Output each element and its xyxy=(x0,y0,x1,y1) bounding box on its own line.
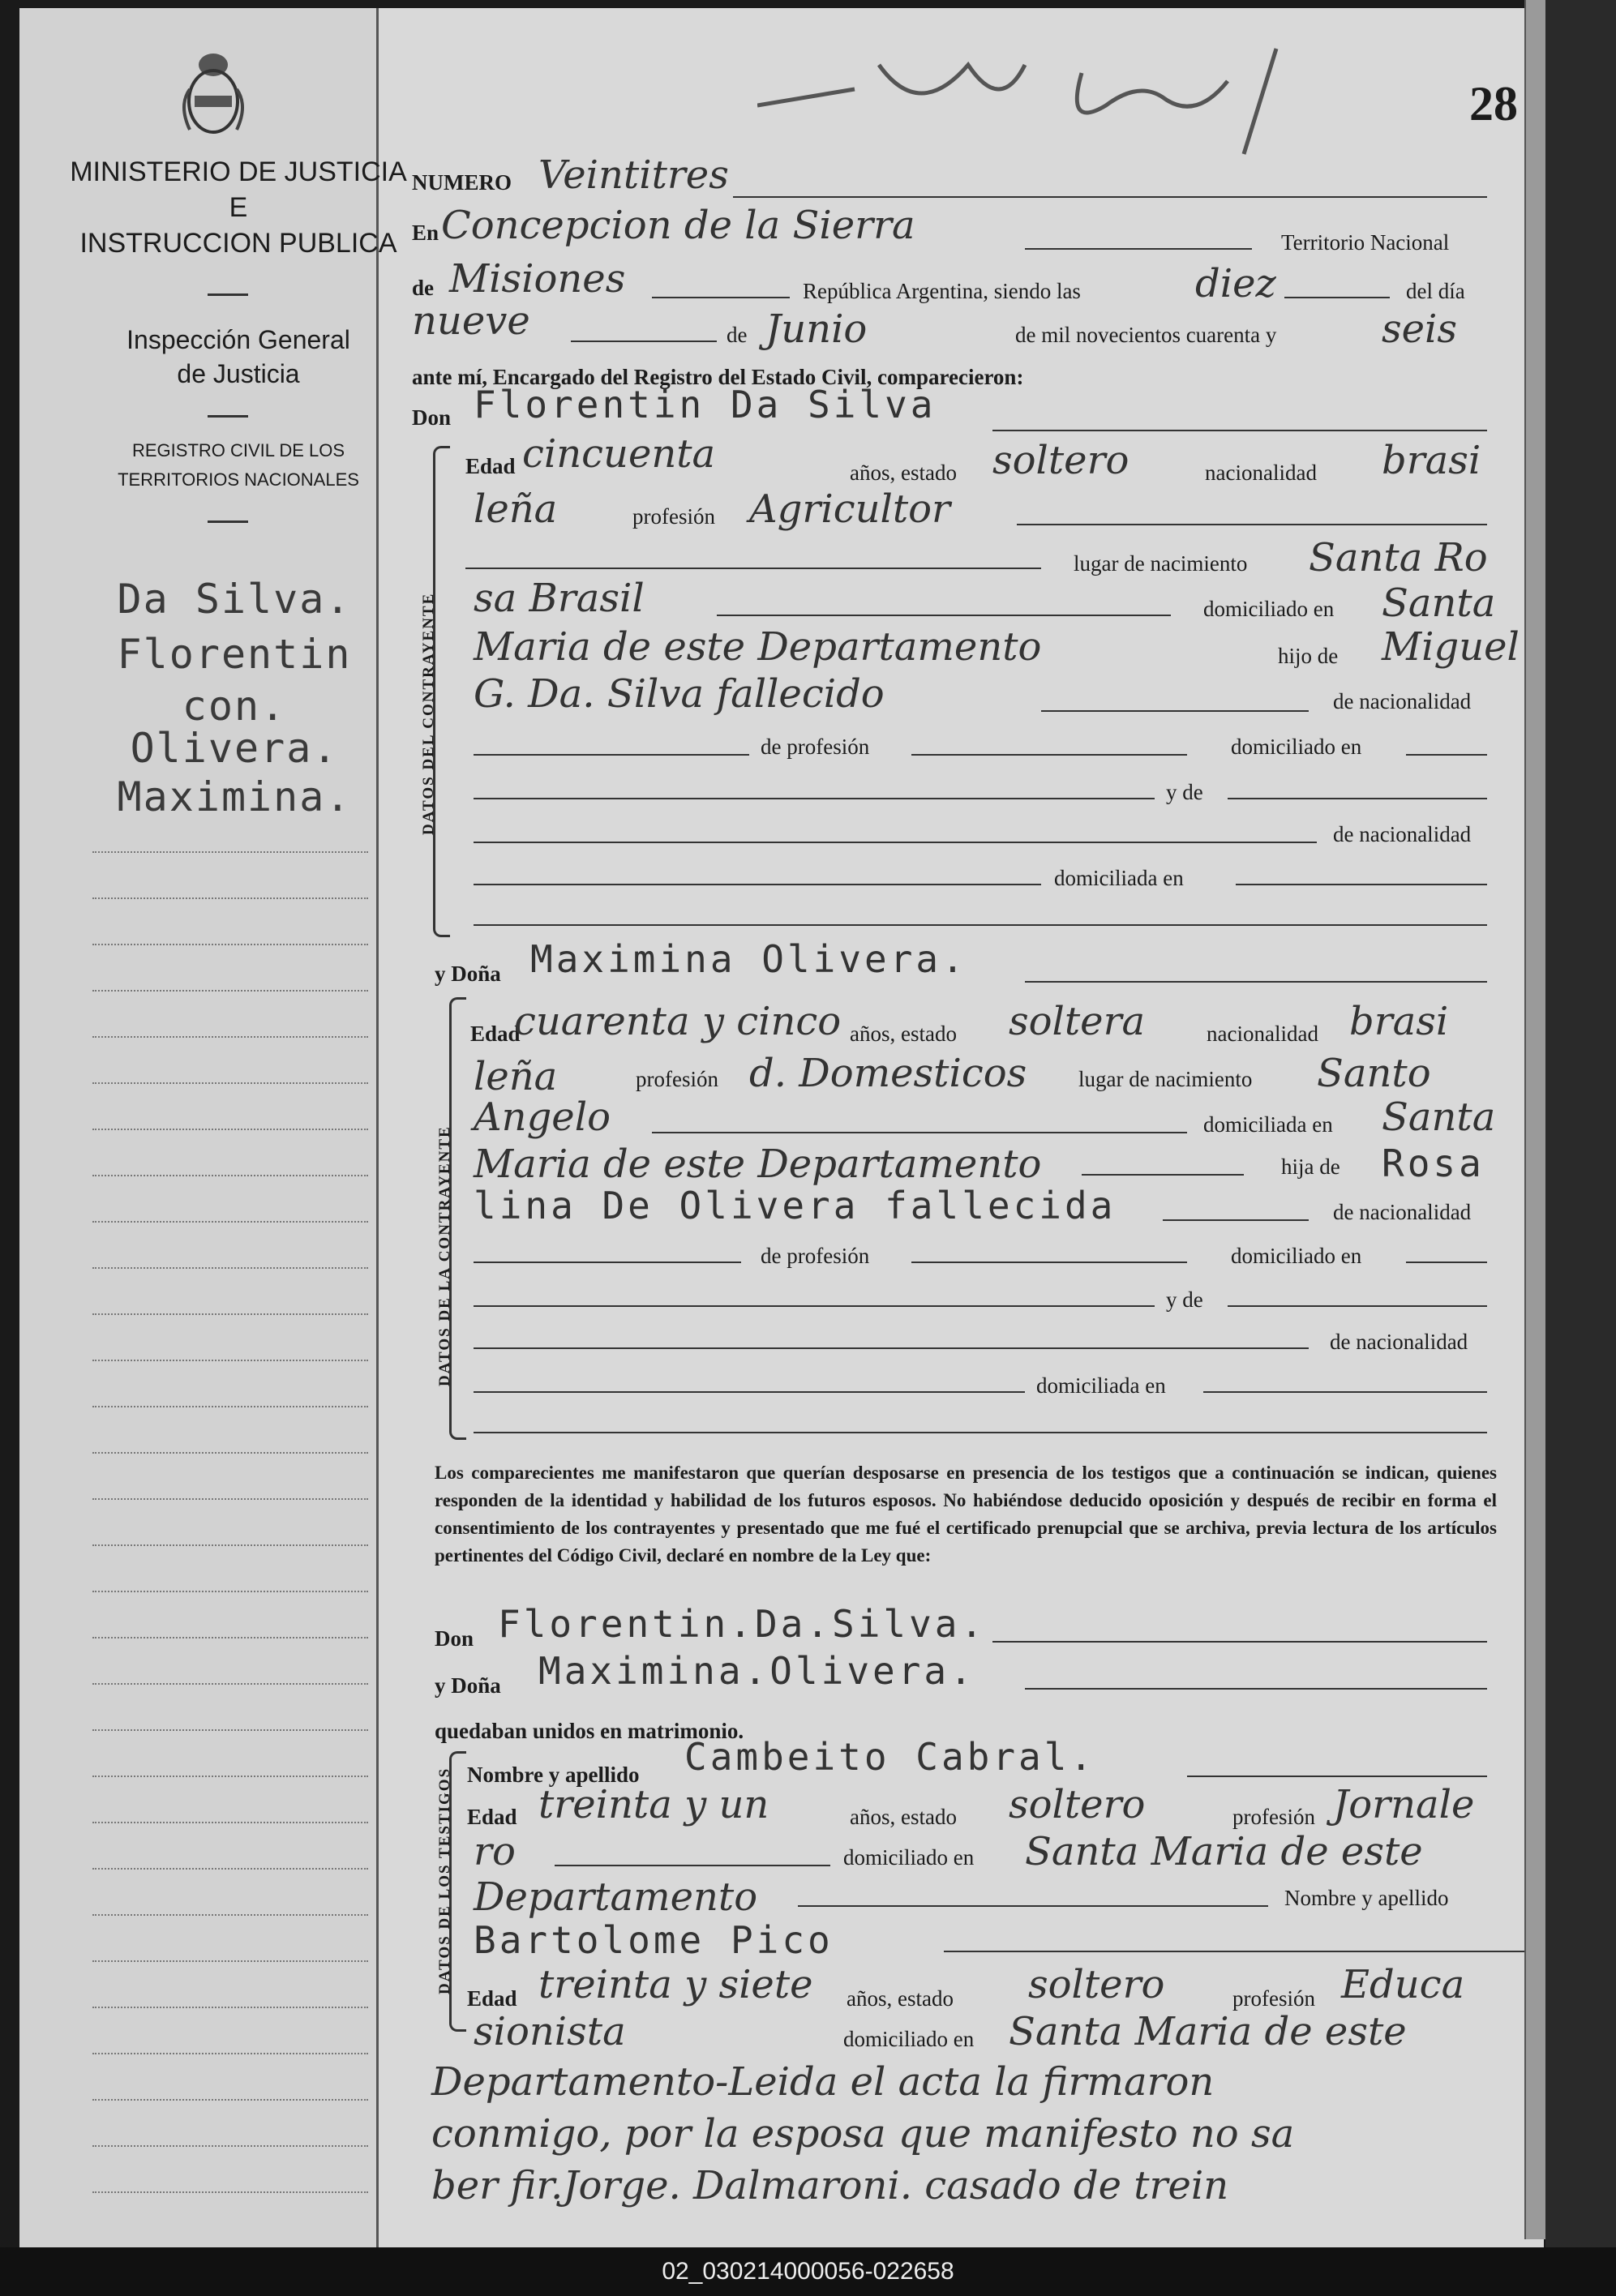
domiciliado-label-3: domiciliado en xyxy=(1231,1244,1362,1268)
margin-annotation-line: Maximina. xyxy=(117,773,352,820)
bride-nationality-cont: leña xyxy=(474,1054,558,1099)
margin-rule xyxy=(92,1036,368,1038)
witness1-profession-cont: ro xyxy=(474,1829,516,1874)
bride-domicile-cont: Maria de este Departamento xyxy=(474,1142,1042,1187)
groom-birthplace: Santa Ro xyxy=(1309,535,1488,580)
bride-section-label: DATOS DE LA CONTRAYENTE xyxy=(436,1125,453,1386)
witness1-domicile-cont: Departamento xyxy=(474,1874,758,1920)
book-spine xyxy=(1524,0,1547,2239)
day-value: nueve xyxy=(412,298,530,344)
witness2-status: soltero xyxy=(1028,1962,1165,2007)
domiciliada-label-2: domiciliada en xyxy=(1036,1373,1166,1398)
margin-annotation-line: Olivera. xyxy=(130,725,339,772)
divider xyxy=(208,520,248,523)
don-label-2: Don xyxy=(435,1626,474,1651)
coat-of-arms-seal xyxy=(178,49,248,138)
domiciliado-label-4: domiciliado en xyxy=(843,1845,975,1870)
margin-rule xyxy=(92,851,368,853)
groom-father: Miguel xyxy=(1382,624,1520,670)
witness1-name: Cambeito Cabral. xyxy=(684,1735,1096,1779)
margin-rule xyxy=(92,1776,368,1777)
lugar-label: lugar de nacimiento xyxy=(1074,551,1248,576)
groom-birthplace-cont: sa Brasil xyxy=(474,576,645,621)
de-nacionalidad-label: de nacionalidad xyxy=(1333,689,1472,713)
witness2-age: treinta y siete xyxy=(538,1962,813,2007)
year-label: de mil novecientos cuarenta y xyxy=(1015,323,1277,347)
groom-section-label: DATOS DEL CONTRAYENTE xyxy=(420,592,437,835)
edad-label-3: Edad xyxy=(467,1805,517,1829)
lugar-label-2: lugar de nacimiento xyxy=(1078,1067,1253,1091)
territorio-label: Territorio Nacional xyxy=(1281,230,1450,255)
domiciliado-label-2: domiciliado en xyxy=(1231,735,1362,759)
anos-estado-label-4: años, estado xyxy=(847,1986,954,2011)
margin-rule xyxy=(92,1591,368,1592)
groom-nationality: brasi xyxy=(1382,438,1481,483)
groom-father-cont: G. Da. Silva fallecido xyxy=(474,671,885,717)
margin-annotation-line: con. xyxy=(182,683,287,730)
bride-name: Maximina Olivera. xyxy=(530,937,967,981)
margin-rule xyxy=(92,1637,368,1638)
margin-rule xyxy=(92,1960,368,1962)
margin-rule xyxy=(92,1082,368,1084)
place-value: Concepcion de la Sierra xyxy=(441,203,915,248)
witnesses-section-label: DATOS DE LOS TESTIGOS xyxy=(436,1767,453,1994)
margin-rule xyxy=(92,944,368,945)
ante-label: ante mí, Encargado del Registro del Estado Civil, comparecieron: xyxy=(412,365,1024,389)
divider xyxy=(208,415,248,418)
nacionalidad-label-2: nacionalidad xyxy=(1207,1022,1318,1046)
bride-status: soltera xyxy=(1009,999,1146,1044)
divider xyxy=(208,293,248,296)
margin-rule xyxy=(92,1360,368,1361)
groom-profession: Agricultor xyxy=(749,486,950,532)
margin-rule xyxy=(92,1729,368,1731)
margin-annotation-line: Florentin xyxy=(117,631,352,678)
de-label-2: de xyxy=(727,323,748,347)
edad-label-4: Edad xyxy=(467,1986,517,2011)
page-number: 28 xyxy=(1469,77,1518,131)
bride-nationality: brasi xyxy=(1349,999,1449,1044)
de-profesion-label-2: de profesión xyxy=(761,1244,870,1268)
edad-label-2: Edad xyxy=(470,1022,521,1046)
del-dia-label: del día xyxy=(1406,279,1465,303)
territory-value: Misiones xyxy=(449,256,626,302)
header-scribble xyxy=(757,32,1357,162)
margin-rule xyxy=(92,2007,368,2008)
anos-estado-label-2: años, estado xyxy=(850,1022,957,1046)
nombre-label: Nombre y apellido xyxy=(467,1763,640,1787)
bride-age: cuarenta y cinco xyxy=(514,999,842,1044)
bride-name-2: Maximina.Olivera. xyxy=(538,1649,975,1693)
margin-rule xyxy=(92,1544,368,1546)
witness2-name: Bartolome Pico xyxy=(474,1918,834,1962)
closing-line-3: ber fir.Jorge. Dalmaroni. casado de trein xyxy=(431,2163,1229,2208)
de-profesion-label: de profesión xyxy=(761,735,870,759)
bride-mother-cont: lina De Olivera fallecida xyxy=(474,1184,1117,1227)
groom-status: soltero xyxy=(992,438,1129,483)
margin-rule xyxy=(92,1175,368,1176)
groom-domicile: Santa xyxy=(1382,580,1496,626)
quedaban-label: quedaban unidos en matrimonio. xyxy=(435,1719,744,1743)
margin-rule xyxy=(92,1914,368,1916)
bride-birthplace: Santo xyxy=(1317,1051,1431,1096)
groom-nationality-cont: leña xyxy=(474,486,558,532)
witness2-profession-cont: sionista xyxy=(474,2009,626,2054)
margin-rule xyxy=(92,1868,368,1870)
witness2-domicile: Santa Maria de este xyxy=(1009,2009,1407,2054)
de-label: de xyxy=(412,276,434,300)
nacionalidad-label: nacionalidad xyxy=(1205,460,1317,485)
groom-age: cincuenta xyxy=(522,431,716,477)
bride-mother: Rosa xyxy=(1382,1142,1485,1185)
profesion-label-3: profesión xyxy=(1232,1805,1315,1829)
month-value: Junio xyxy=(765,306,868,352)
groom-name: Florentin Da Silva xyxy=(474,383,937,426)
margin-rule xyxy=(92,2191,368,2193)
domiciliada-en-label: domiciliada en xyxy=(1203,1112,1333,1137)
y-de-label: y de xyxy=(1166,780,1203,804)
anos-estado-label-3: años, estado xyxy=(850,1805,957,1829)
hija-label: hija de xyxy=(1281,1154,1340,1179)
domiciliado-label-5: domiciliado en xyxy=(843,2027,975,2051)
bride-domicile: Santa xyxy=(1382,1094,1496,1140)
book-edge xyxy=(1545,0,1616,2296)
en-label: En xyxy=(412,221,439,245)
profesion-label-2: profesión xyxy=(636,1067,718,1091)
bride-profession: d. Domesticos xyxy=(749,1051,1027,1096)
groom-domicile-cont: Maria de este Departamento xyxy=(474,624,1042,670)
witness2-profession: Educa xyxy=(1341,1962,1465,2007)
image-id-footer: 02_030214000056-022658 xyxy=(0,2247,1616,2296)
profesion-label: profesión xyxy=(632,504,715,529)
groom-name-2: Florentin.Da.Silva. xyxy=(498,1602,987,1646)
closing-line-1: Departamento-Leida el acta la firmaron xyxy=(431,2059,1215,2105)
witness1-domicile: Santa Maria de este xyxy=(1025,1829,1423,1874)
de-nacionalidad-label-3: de nacionalidad xyxy=(1333,1200,1472,1224)
nombre-label-2: Nombre y apellido xyxy=(1284,1886,1449,1910)
margin-rule xyxy=(92,1129,368,1130)
domiciliado-label: domiciliado en xyxy=(1203,597,1335,621)
declaration-paragraph: Los comparecientes me manifestaron que querían desposarse en presencia de los testigos que a continuación se indican, quienes responden de la identidad y habilidad de los futuros esposos. No habiéndose deducido oposición y después de recibir en forma el consentimiento de los contrayentes y presentado que me fué el certificado prenupcial que se archiva, previa lectura de los artículos pertinentes del Código Civil, declaré en nombre de la Ley que: xyxy=(435,1463,1497,1566)
margin-rule xyxy=(92,1683,368,1685)
year-value: seis xyxy=(1382,306,1458,352)
domiciliada-label: domiciliada en xyxy=(1054,866,1184,890)
republica-label: República Argentina, siendo las xyxy=(803,279,1081,303)
profesion-label-4: profesión xyxy=(1232,1986,1315,2011)
y-dona-label-2: y Doña xyxy=(435,1673,501,1698)
margin-rule xyxy=(92,1406,368,1407)
don-label: Don xyxy=(412,405,452,430)
closing-line-2: conmigo, por la esposa que manifesto no sa xyxy=(431,2111,1295,2157)
y-dona-label: y Doña xyxy=(435,962,501,986)
margin-rule xyxy=(92,2099,368,2101)
registry-title: REGISTRO CIVIL DE LOS TERRITORIOS NACIONALES xyxy=(118,440,359,490)
bride-birthplace-cont: Angelo xyxy=(474,1094,611,1140)
register-page xyxy=(19,8,1544,2247)
margin-rule xyxy=(92,1822,368,1823)
margin-rule xyxy=(92,1452,368,1454)
numero-value: Veintitres xyxy=(538,152,729,198)
margin-rule xyxy=(92,2145,368,2147)
witness1-profession: Jornale xyxy=(1333,1782,1475,1827)
witness1-age: treinta y un xyxy=(538,1782,769,1827)
margin-rule xyxy=(92,990,368,992)
numero-label: NUMERO xyxy=(412,170,512,195)
margin-rule xyxy=(92,1267,368,1269)
de-nacionalidad-label-2: de nacionalidad xyxy=(1333,822,1472,846)
margin-annotation-line: Da Silva. xyxy=(117,576,352,623)
margin-rule xyxy=(92,1313,368,1315)
hour-value: diez xyxy=(1195,261,1276,306)
inspection-title: Inspección General de Justicia xyxy=(126,325,350,388)
margin-rule xyxy=(92,1221,368,1223)
witness1-status: soltero xyxy=(1009,1782,1146,1827)
de-nacionalidad-label-4: de nacionalidad xyxy=(1330,1330,1468,1354)
margin-rule xyxy=(92,1498,368,1500)
ministry-title: MINISTERIO DE JUSTICIA E INSTRUCCION PUBLICA xyxy=(70,156,407,259)
hijo-label: hijo de xyxy=(1278,644,1339,668)
margin-rule xyxy=(92,897,368,899)
y-de-label-2: y de xyxy=(1166,1287,1203,1312)
anos-estado-label: años, estado xyxy=(850,460,957,485)
margin-rule xyxy=(92,2053,368,2054)
edad-label: Edad xyxy=(465,454,516,478)
